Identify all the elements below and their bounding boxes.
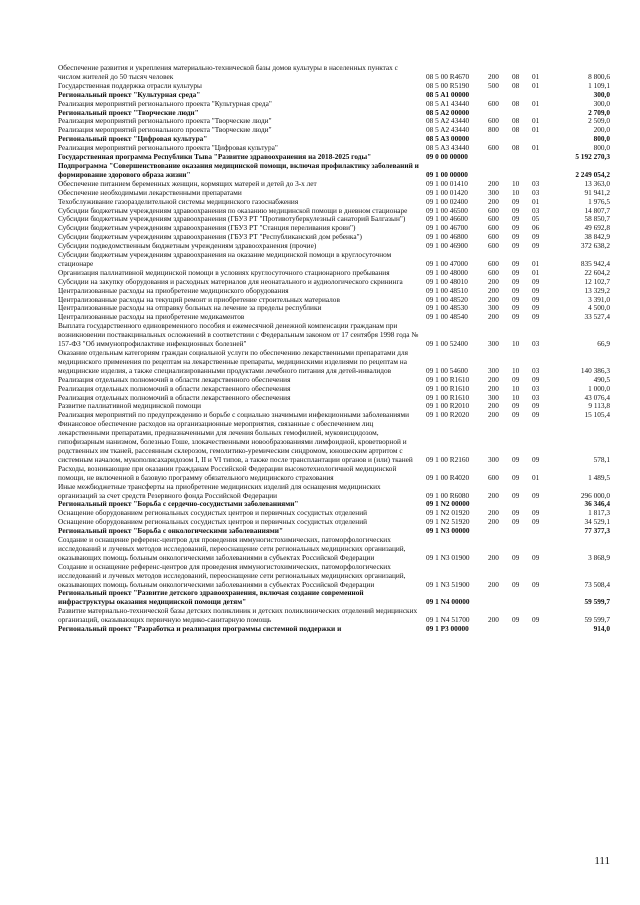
subsection-code: 09: [532, 552, 540, 562]
subsection-code: 01: [532, 196, 540, 206]
expense-type-code: 300: [488, 187, 499, 197]
subsection-code: 09: [532, 410, 540, 420]
section-code: 09: [512, 303, 520, 313]
amount-value: 300,0: [593, 89, 610, 99]
row-description: Региональный проект "Развитие детского здравоохранения, включая создание современной инфраструктуры оказания медицинской помощи детям": [58, 588, 364, 607]
section-code: 09: [512, 232, 520, 242]
expense-type-code: 600: [488, 472, 499, 482]
target-article-code: 09 1 N4 51700: [426, 615, 470, 625]
expense-type-code: 200: [488, 374, 499, 384]
section-code: 09: [512, 205, 520, 215]
expense-type-code: 200: [488, 552, 499, 562]
target-article-code: 09 1 N3 00000: [426, 526, 470, 536]
section-code: 09: [512, 490, 520, 500]
target-article-code: 08 5 A2 00000: [426, 107, 470, 117]
target-article-code: 09 0 00 00000: [426, 152, 468, 162]
amount-value: 22 604,2: [584, 267, 610, 277]
target-article-code: 09 1 00 54600: [426, 365, 468, 375]
target-article-code: 08 5 A1 43440: [426, 98, 470, 108]
amount-value: 5 192 270,3: [575, 152, 610, 162]
table-row: [0, 322, 640, 349]
subsection-code: 03: [532, 187, 540, 197]
row-description: Оказание отдельным категориям граждан социальной услуги по обеспечению лекарственными препаратами для медицинского применения по рецептам на лекарственные препараты, медицинскими изделиями по рецептам на медицинские изделия, а также специализированными продуктами лечебного питания для детей-инвалидов: [58, 348, 409, 375]
target-article-code: 09 1 00 01410: [426, 178, 468, 188]
row-description: Обеспечение развития и укрепления материально-технической базы домов культуры в населенных пунктах с числом жителей до 50 тысяч человек: [58, 63, 398, 81]
table-row: [0, 625, 640, 634]
row-description: Реализация мероприятий регионального проекта "Творческие люди": [58, 116, 272, 126]
amount-value: 36 346,4: [584, 499, 610, 509]
table-row: [0, 162, 640, 180]
row-description: Централизованные расходы на приобретение медикаментов: [58, 312, 245, 322]
expense-type-code: 200: [488, 312, 499, 322]
section-code: 09: [512, 276, 520, 286]
subsection-code: 09: [532, 374, 540, 384]
target-article-code: 09 1 00 48530: [426, 303, 468, 313]
expense-type-code: 600: [488, 116, 499, 126]
section-code: 09: [512, 552, 520, 562]
section-code: 09: [512, 294, 520, 304]
row-description: Техобслуживание газоразделительной системы медицинского газоснабжения: [58, 196, 299, 206]
amount-value: 140 386,3: [580, 365, 610, 375]
subsection-code: 01: [532, 472, 540, 482]
section-code: 09: [512, 508, 520, 518]
row-description: Централизованные расходы на приобретение медицинского оборудования: [58, 285, 289, 295]
target-article-code: 09 1 00 R4020: [426, 472, 470, 482]
expense-type-code: 300: [488, 303, 499, 313]
row-description: Централизованные расходы на текущий ремонт и приобретение строительных материалов: [58, 294, 340, 304]
table-row: [0, 607, 640, 625]
subsection-code: 09: [532, 615, 540, 625]
section-code: 08: [512, 125, 520, 135]
amount-value: 200,0: [593, 125, 610, 135]
target-article-code: 08 5 A2 43440: [426, 116, 470, 126]
target-article-code: 09 1 00 48000: [426, 267, 468, 277]
amount-value: 800,0: [593, 143, 610, 153]
expense-type-code: 600: [488, 258, 499, 268]
expense-type-code: 200: [488, 615, 499, 625]
target-article-code: 08 5 A1 00000: [426, 89, 470, 99]
subsection-code: 06: [532, 223, 540, 233]
expense-type-code: 200: [488, 410, 499, 420]
amount-value: 8 800,6: [588, 71, 610, 81]
expense-type-code: 600: [488, 214, 499, 224]
subsection-code: 01: [532, 267, 540, 277]
expense-type-code: 300: [488, 392, 499, 402]
amount-value: 91 941,2: [584, 187, 610, 197]
expense-type-code: 200: [488, 401, 499, 411]
amount-value: 34 529,1: [584, 517, 610, 527]
subsection-code: 01: [532, 71, 540, 81]
section-code: 09: [512, 401, 520, 411]
subsection-code: 09: [532, 276, 540, 286]
amount-value: 9 113,8: [588, 401, 610, 411]
target-article-code: 09 1 00 52400: [426, 339, 468, 349]
expense-type-code: 200: [488, 579, 499, 589]
row-description: Иные межбюджетные трансферты на приобретение медицинских изделий для оснащения медицинских организаций за счет средств Резервного фонда Российской Федерации: [58, 481, 381, 500]
section-code: 08: [512, 71, 520, 81]
row-description: Субсидии на закупку оборудования и расходных материалов для неонатального и аудиологического скрининга: [58, 276, 403, 286]
section-code: 09: [512, 454, 520, 464]
target-article-code: 09 1 00 46800: [426, 232, 468, 242]
row-description: Обеспечение питанием беременных женщин, кормящих матерей и детей до 3-х лет: [58, 178, 317, 188]
expense-type-code: 600: [488, 267, 499, 277]
expense-type-code: 600: [488, 223, 499, 233]
row-description: Реализация мероприятий регионального проекта "Цифровая культура": [58, 143, 278, 153]
target-article-code: 09 1 00 00000: [426, 169, 468, 179]
subsection-code: 03: [532, 383, 540, 393]
subsection-code: 09: [532, 401, 540, 411]
row-description: Реализация мероприятий регионального проекта "Культурная среда": [58, 98, 272, 108]
amount-value: 3 391,0: [588, 294, 610, 304]
amount-value: 1 976,5: [588, 196, 610, 206]
subsection-code: 03: [532, 392, 540, 402]
amount-value: 73 508,4: [584, 579, 610, 589]
target-article-code: 09 1 00 48010: [426, 276, 468, 286]
expense-type-code: 600: [488, 241, 499, 251]
budget-table: [0, 64, 640, 634]
row-description: Региональный проект "Цифровая культура": [58, 134, 208, 144]
expense-type-code: 200: [488, 383, 499, 393]
row-description: Централизованные расходы на отправку больных на лечение за пределы республики: [58, 303, 322, 313]
row-description: Создание и оснащение референс-центров для проведения иммуногистохимических, патоморфологических исследований и лучевых методов исследований, переоснащение сети региональных медицинских организаций, оказывающих помощь больным онкологическими заболеваниями в субъектах Российской Федерации: [58, 561, 406, 589]
target-article-code: 09 1 00 01420: [426, 187, 468, 197]
row-description: Субсидии подведомственным бюджетным учреждениям здравоохранения (прочие): [58, 241, 317, 251]
amount-value: 43 076,4: [584, 392, 610, 402]
expense-type-code: 600: [488, 205, 499, 215]
subsection-code: 03: [532, 365, 540, 375]
amount-value: 59 599,7: [584, 615, 610, 625]
subsection-code: 09: [532, 508, 540, 518]
target-article-code: 09 1 00 48510: [426, 285, 468, 295]
subsection-code: 09: [532, 294, 540, 304]
subsection-code: 09: [532, 579, 540, 589]
subsection-code: 05: [532, 214, 540, 224]
amount-value: 12 102,7: [584, 276, 610, 286]
amount-value: 3 868,9: [588, 552, 610, 562]
section-code: 08: [512, 98, 520, 108]
amount-value: 66,9: [597, 339, 610, 349]
row-description: Реализация отдельных полномочий в области лекарственного обеспечения: [58, 374, 291, 384]
row-description: Субсидии бюджетным учреждениям здравоохранения по оказанию медицинской помощи в дневном стационаре: [58, 205, 408, 215]
row-description: Развитие материально-технической базы детских поликлиник и детских поликлинических отделений медицинских организаций, оказывающих первичную медико-санитарную помощь: [58, 606, 418, 625]
amount-value: 13 363,0: [584, 178, 610, 188]
amount-value: 2 249 054,2: [575, 169, 610, 179]
row-description: Финансовое обеспечение расходов на организационные мероприятия, связанные с обеспечением лиц лекарственными препаратами, предназначенными для лечения больных гемофилией, муковисцидозом, гипофизарным нанизмом, болезнью Гоше, злокачественными новообразованиями лимфоидной, кроветворной и родственных им тканей, рассеянным склерозом, гемолитико-уремическим синдромом, юношеским артритом с системным началом, мукополисахаридозом I, II и VI типов, а также после трансплантации органов и (или) тканей: [58, 419, 413, 464]
section-code: 09: [512, 214, 520, 224]
expense-type-code: 200: [488, 276, 499, 286]
subsection-code: 01: [532, 125, 540, 135]
row-description: Субсидии бюджетным учреждениям здравоохранения (ГБУЗ РТ "Противотуберкулезный санаторий Балгазын"): [58, 214, 406, 224]
target-article-code: 09 1 00 47000: [426, 258, 468, 268]
section-code: 08: [512, 143, 520, 153]
row-description: Региональный проект "Борьба с сердечно-сосудистыми заболеваниями": [58, 499, 299, 509]
table-row: [0, 64, 640, 82]
section-code: 08: [512, 116, 520, 126]
expense-type-code: 600: [488, 232, 499, 242]
expense-type-code: 500: [488, 80, 499, 90]
amount-value: 59 599,7: [584, 597, 610, 607]
target-article-code: 09 1 00 48540: [426, 312, 468, 322]
row-description: Обеспечение необходимыми лекарственными препаратами: [58, 187, 242, 197]
expense-type-code: 200: [488, 196, 499, 206]
row-description: Оснащение оборудованием региональных сосудистых центров и первичных сосудистых отделений: [58, 517, 368, 527]
subsection-code: 09: [532, 517, 540, 527]
section-code: 09: [512, 267, 520, 277]
table-row: [0, 349, 640, 376]
row-description: Подпрограмма "Совершенствование оказания медицинской помощи, включая профилактику заболеваний и формирование здорового образа жизни": [58, 160, 419, 179]
subsection-code: 09: [532, 303, 540, 313]
section-code: 09: [512, 312, 520, 322]
row-description: Региональный проект "Творческие люди": [58, 107, 199, 117]
target-article-code: 09 1 N3 01900: [426, 552, 470, 562]
amount-value: 4 500,0: [588, 303, 610, 313]
amount-value: 1 109,1: [588, 80, 610, 90]
target-article-code: 09 1 00 R1610: [426, 374, 470, 384]
subsection-code: 01: [532, 116, 540, 126]
expense-type-code: 200: [488, 508, 499, 518]
row-description: Создание и оснащение референс-центров для проведения иммуногистохимических, патоморфологических исследований и лучевых методов исследований, переоснащение сети региональных медицинских организаций, оказывающих помощь больным онкологическими заболеваниями в субъектах Российской Федерации: [58, 535, 406, 562]
target-article-code: 08 5 A3 43440: [426, 143, 470, 153]
expense-type-code: 200: [488, 294, 499, 304]
subsection-code: 09: [532, 232, 540, 242]
amount-value: 1 489,5: [588, 472, 610, 482]
section-code: 10: [512, 392, 520, 402]
subsection-code: 09: [532, 490, 540, 500]
target-article-code: 09 1 00 02400: [426, 196, 468, 206]
row-description: Региональный проект "Борьба с онкологическими заболеваниями": [58, 526, 284, 536]
expense-type-code: 300: [488, 365, 499, 375]
row-description: Субсидии бюджетным учреждениям здравоохранения (ГБУЗ РТ "Станция переливания крови"): [58, 223, 356, 233]
row-description: Региональный проект "Культурная среда": [58, 89, 201, 99]
expense-type-code: 200: [488, 517, 499, 527]
amount-value: 13 329,2: [584, 285, 610, 295]
target-article-code: 09 1 00 46500: [426, 205, 468, 215]
target-article-code: 09 1 N2 01920: [426, 508, 470, 518]
target-article-code: 09 1 00 46700: [426, 223, 468, 233]
amount-value: 296 000,0: [580, 490, 610, 500]
section-code: 10: [512, 365, 520, 375]
row-description: Оснащение оборудованием региональных сосудистых центров и первичных сосудистых отделений: [58, 508, 368, 518]
target-article-code: 09 1 00 46600: [426, 214, 468, 224]
table-row: [0, 536, 640, 563]
target-article-code: 09 1 P3 00000: [426, 624, 469, 634]
target-article-code: 09 1 N4 00000: [426, 597, 470, 607]
subsection-code: 09: [532, 312, 540, 322]
row-description: Организация паллиативной медицинской помощи в условиях круглосуточного стационарного пребывания: [58, 267, 390, 277]
target-article-code: 09 1 00 R6080: [426, 490, 470, 500]
subsection-code: 03: [532, 178, 540, 188]
amount-value: 1 817,3: [588, 508, 610, 518]
expense-type-code: 200: [488, 71, 499, 81]
subsection-code: 09: [532, 454, 540, 464]
section-code: 09: [512, 472, 520, 482]
target-article-code: 09 1 N3 51900: [426, 579, 470, 589]
target-article-code: 08 5 00 R4670: [426, 71, 470, 81]
expense-type-code: 200: [488, 178, 499, 188]
amount-value: 77 377,3: [584, 526, 610, 536]
amount-value: 14 807,7: [584, 205, 610, 215]
amount-value: 1 000,0: [588, 383, 610, 393]
target-article-code: 09 1 00 R2010: [426, 401, 470, 411]
row-description: Развитие паллиативной медицинской помощи: [58, 401, 202, 411]
page-number: 111: [594, 855, 610, 867]
row-description: Реализация отдельных полномочий в области лекарственного обеспечения: [58, 383, 291, 393]
subsection-code: 03: [532, 339, 540, 349]
subsection-code: 03: [532, 205, 540, 215]
target-article-code: 08 5 A2 43440: [426, 125, 470, 135]
table-row: [0, 251, 640, 269]
section-code: 09: [512, 258, 520, 268]
target-article-code: 09 1 00 R2020: [426, 410, 470, 420]
amount-value: 15 105,4: [584, 410, 610, 420]
table-row: [0, 420, 640, 465]
target-article-code: 09 1 00 46900: [426, 241, 468, 251]
row-description: Государственная программа Республики Тыва "Развитие здравоохранения на 2018-2025 годы": [58, 152, 372, 162]
target-article-code: 08 5 A3 00000: [426, 134, 470, 144]
section-code: 09: [512, 285, 520, 295]
target-article-code: 09 1 00 R1610: [426, 392, 470, 402]
table-row: [0, 483, 640, 501]
amount-value: 578,1: [593, 454, 610, 464]
section-code: 09: [512, 615, 520, 625]
subsection-code: 09: [532, 241, 540, 251]
amount-value: 835 942,4: [580, 258, 610, 268]
section-code: 09: [512, 223, 520, 233]
row-description: Реализация мероприятий регионального проекта "Творческие люди": [58, 125, 272, 135]
row-description: Выплата государственного единовременного пособия и ежемесячной денежной компенсации гражданам при возникновении поствакцинальных осложнений в соответствии с Федеральным законом от 17 сентября 1998 года № 157-ФЗ "Об иммунопрофилактике инфекционных болезней": [58, 321, 419, 349]
target-article-code: 09 1 00 R2160: [426, 454, 470, 464]
section-code: 09: [512, 579, 520, 589]
row-description: Субсидии бюджетным учреждениям здравоохранения на оказание медицинской помощи в круглосуточном стационаре: [58, 250, 392, 268]
section-code: 10: [512, 383, 520, 393]
target-article-code: 08 5 00 R5190: [426, 80, 470, 90]
expense-type-code: 300: [488, 454, 499, 464]
expense-type-code: 600: [488, 98, 499, 108]
expense-type-code: 200: [488, 490, 499, 500]
target-article-code: 09 1 00 R1610: [426, 383, 470, 393]
table-row: [0, 465, 640, 483]
amount-value: 38 842,9: [584, 232, 610, 242]
expense-type-code: 300: [488, 339, 499, 349]
amount-value: 800,0: [593, 134, 610, 144]
table-row: [0, 563, 640, 590]
subsection-code: 01: [532, 143, 540, 153]
section-code: 10: [512, 339, 520, 349]
section-code: 09: [512, 241, 520, 251]
amount-value: 49 692,8: [584, 223, 610, 233]
table-row: [0, 589, 640, 607]
row-description: Субсидии бюджетным учреждениям здравоохранения (ГБУЗ РТ "Республиканский дом ребенка"): [58, 232, 362, 242]
subsection-code: 09: [532, 285, 540, 295]
row-description: Расходы, возникающие при оказании гражданам Российской Федерации высокотехнологичной медицинской помощи, не включенной в базовую программу обязательного медицинского страхования: [58, 463, 397, 482]
section-code: 10: [512, 178, 520, 188]
amount-value: 372 638,2: [580, 241, 610, 251]
amount-value: 914,0: [593, 624, 610, 634]
amount-value: 2 709,0: [588, 107, 610, 117]
expense-type-code: 200: [488, 285, 499, 295]
expense-type-code: 600: [488, 143, 499, 153]
section-code: 09: [512, 374, 520, 384]
amount-value: 58 850,7: [584, 214, 610, 224]
subsection-code: 01: [532, 98, 540, 108]
section-code: 10: [512, 187, 520, 197]
amount-value: 33 527,4: [584, 312, 610, 322]
target-article-code: 09 1 N2 00000: [426, 499, 470, 509]
amount-value: 490,5: [593, 374, 610, 384]
subsection-code: 01: [532, 258, 540, 268]
subsection-code: 01: [532, 80, 540, 90]
amount-value: 300,0: [593, 98, 610, 108]
section-code: 09: [512, 517, 520, 527]
row-description: Реализация мероприятий по предупреждению и борьбе с социально значимыми инфекционными заболеваниями: [58, 410, 410, 420]
expense-type-code: 800: [488, 125, 499, 135]
section-code: 08: [512, 80, 520, 90]
section-code: 09: [512, 410, 520, 420]
amount-value: 2 509,0: [588, 116, 610, 126]
row-description: Государственная поддержка отрасли культуры: [58, 80, 202, 90]
target-article-code: 09 1 N2 51920: [426, 517, 470, 527]
row-description: Реализация отдельных полномочий в области лекарственного обеспечения: [58, 392, 291, 402]
section-code: 09: [512, 196, 520, 206]
row-description: Региональный проект "Разработка и реализация программы системной поддержки и: [58, 624, 342, 634]
target-article-code: 09 1 00 48520: [426, 294, 468, 304]
